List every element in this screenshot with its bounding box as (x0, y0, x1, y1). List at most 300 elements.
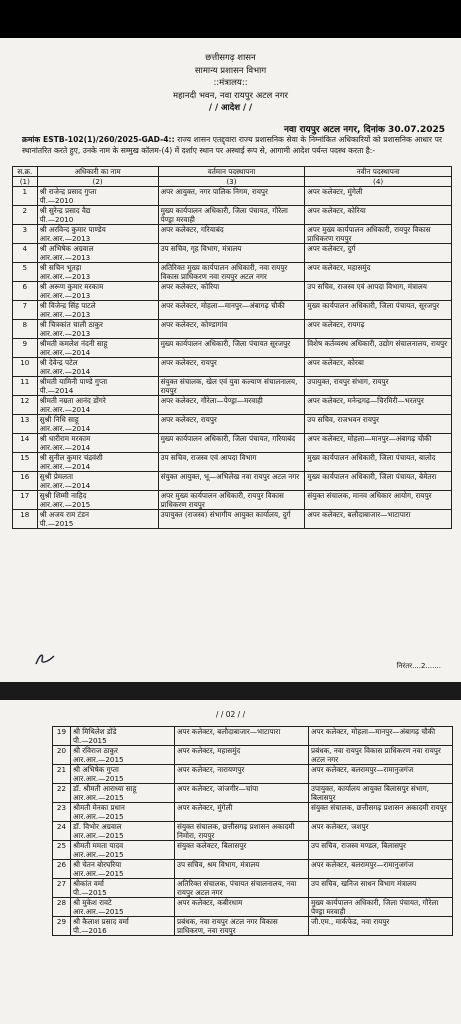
service-batch: पी.—2010 (39, 215, 74, 224)
serial-number: 24 (56, 822, 67, 831)
current-posting: अतिरिक्त संचालक, पंचायत संचालनालय, नवा रायपुर अटल नगर (177, 879, 297, 897)
cell-current-posting (175, 727, 309, 746)
serial-number: 26 (56, 860, 67, 869)
new-posting: संयुक्त संचालक, मानव अधिकार आयोग, रायपुर (307, 491, 432, 500)
serial-number: 25 (56, 841, 67, 850)
cell-officer (37, 206, 158, 225)
officer-name: श्रीमती यामिनी पाण्डे गुप्ता (39, 377, 108, 386)
cell-new-posting (305, 206, 452, 225)
serial-number: 10 (20, 358, 30, 367)
transfer-table-page1 (12, 166, 452, 529)
officer-name: श्रीमती कमलेश नंदनी साहू (39, 339, 108, 348)
service-batch: आर.आर.—2014 (39, 462, 91, 471)
cell-current-posting (175, 860, 309, 879)
cell-new-posting (309, 898, 453, 917)
cell-sno (13, 358, 38, 377)
cell-officer (37, 282, 158, 301)
cell-sno (13, 453, 38, 472)
order-date: नवा रायपुर अटल नगर, दिनांक 30.07.2025 (284, 125, 445, 135)
new-posting: अपर कलेक्टर, महासमुंद (307, 263, 371, 272)
new-posting: अपर कलेक्टर, मनेन्द्रगढ़—चिरमिरी—भरतपुर (307, 396, 424, 405)
table-row (13, 510, 452, 529)
cell-new-posting (309, 803, 453, 822)
current-posting: उप सचिव, राजस्व एवं आपदा विभाग (160, 453, 257, 462)
cell-officer (37, 472, 158, 491)
serial-number: 5 (22, 263, 28, 272)
new-posting: उप सचिव, राजस्व एवं आपदा विभाग, मंत्रालय (307, 282, 427, 291)
officer-name: श्री अजय राम टंडन (39, 510, 89, 519)
cell-sno (53, 917, 71, 936)
officer-name: श्री विजेन्द्र सिंह पाटले (39, 301, 96, 310)
new-posting: अपर कलेक्टर, बलौदाबाजार—भाटापारा (307, 510, 411, 519)
service-batch: आर.आर.—2013 (39, 329, 91, 338)
cell-sno (53, 898, 71, 917)
service-batch: आर.आर.—2013 (39, 234, 91, 243)
cell-new-posting (305, 491, 452, 510)
service-batch: पी.—2015 (73, 736, 107, 745)
officer-name: श्री अरविन्द कुमार पाण्डेय (39, 225, 106, 234)
cell-current-posting (175, 765, 309, 784)
new-posting: अपर मुख्य कार्यपालन अधिकारी, रायपुर विकास प्राधिकरण रायपुर (307, 225, 431, 243)
cell-new-posting (309, 879, 453, 898)
serial-number: 12 (20, 396, 30, 405)
serial-number: 16 (20, 472, 30, 481)
current-posting: उपायुक्त (राजस्व) संभागीय आयुक्त कार्यालय, दुर्ग (160, 510, 291, 519)
current-posting: अपर कलेक्टर, कबीरधाम (177, 898, 243, 907)
col-number-3: (3) (158, 177, 305, 187)
service-batch: पी.—2014 (39, 386, 74, 395)
serial-number: 3 (22, 225, 28, 234)
serial-number: 1 (22, 187, 28, 196)
new-posting: अपर कलेक्टर, रायगढ़ (307, 320, 365, 329)
officer-name: श्री रविराज ठाकुर (73, 746, 118, 755)
new-posting: उप सचिव, खनिज साधन विभाग मंत्रालय (311, 879, 417, 888)
officer-name: सुश्री प्रेमलता (39, 472, 73, 481)
cell-officer (71, 765, 175, 784)
cell-new-posting (309, 784, 453, 803)
officer-name: श्री अभिषेक गुप्ता (73, 765, 119, 774)
cell-current-posting (175, 841, 309, 860)
cell-current-posting (158, 472, 305, 491)
officer-name: श्री अरूण कुमार मरकाम (39, 282, 104, 291)
cell-sno (13, 339, 38, 358)
table-row (13, 244, 452, 263)
table-row (53, 822, 453, 841)
table-row (13, 472, 452, 491)
service-batch: पी.—2016 (73, 926, 107, 935)
new-posting: मुख्य कार्यपालन अधिकारी, जिला पंचायत, गौरेला पेण्ड्रा मरवाही (311, 898, 439, 916)
col-header-name: अधिकारी का नाम (37, 167, 158, 177)
current-posting: अपर कलेक्टर, रायपुर (160, 358, 217, 367)
cell-officer (37, 396, 158, 415)
cell-sno (13, 415, 38, 434)
cell-sno (53, 727, 71, 746)
officer-name: श्री चित्रकांत चाली ठाकुर (39, 320, 103, 329)
new-posting: अपर कलेक्टर, दुर्ग (307, 244, 356, 253)
govt-name: छत्तीसगढ़ शासन (205, 53, 256, 63)
officer-name: डॉ. श्रीमती आराध्या साहू (73, 784, 137, 793)
current-posting: मुख्य कार्यपालन अधिकारी, जिला पंचायत सूरजपुर (160, 339, 291, 348)
cell-current-posting (158, 225, 305, 244)
table-row (53, 879, 453, 898)
new-posting: अपर कलेक्टर, कोरिया (307, 206, 366, 215)
officer-name: डॉ. विभोर अग्रवाल (73, 822, 122, 831)
cell-officer (37, 377, 158, 396)
officer-name: श्री देवेन्द्र पटेल (39, 358, 78, 367)
service-batch: आर.आर.—2015 (73, 812, 124, 821)
cell-sno (13, 396, 38, 415)
cell-officer (37, 225, 158, 244)
document-page-1 (0, 38, 461, 682)
service-batch: आर.आर.—2013 (39, 310, 91, 319)
serial-number: 19 (56, 727, 67, 736)
cell-officer (71, 784, 175, 803)
serial-number: 27 (56, 879, 67, 888)
cell-sno (13, 491, 38, 510)
current-posting: अपर कलेक्टर, कोण्डागांव (160, 320, 228, 329)
new-posting: अपर कलेक्टर, जशपुर (311, 822, 369, 831)
new-posting: मुख्य कार्यपालन अधिकारी, जिला पंचायत, सूरजपुर (307, 301, 440, 310)
service-batch: आर.आर.—2014 (39, 481, 91, 490)
service-batch: आर.आर.—2014 (39, 367, 91, 376)
cell-sno (13, 187, 38, 206)
current-posting: अतिरिक्त मुख्य कार्यपालन अधिकारी, नवा रायपुर विकास प्राधिकरण नवा रायपुर अटल नगर (160, 263, 288, 281)
current-posting: उप सचिव, श्रम विभाग, मंत्रालय (177, 860, 260, 869)
service-batch: आर.आर.—2014 (39, 424, 91, 433)
table-row (13, 453, 452, 472)
cell-current-posting (158, 282, 305, 301)
service-batch: आर.आर.—2015 (73, 831, 124, 840)
cell-current-posting (175, 822, 309, 841)
serial-number: 17 (20, 491, 30, 500)
officer-name: सुश्री निधि साहू (39, 415, 79, 424)
cell-officer (37, 320, 158, 339)
new-posting: उपायुक्त, कार्यालय आयुक्त बिलासपुर संभाग, बिलासपुर (311, 784, 430, 802)
cell-officer (37, 510, 158, 529)
table-row (13, 301, 452, 320)
officer-name: श्री सुरेन्द्र प्रसाद वैद्य (39, 206, 91, 215)
status-bar (0, 0, 461, 38)
cell-officer (71, 803, 175, 822)
col-number-4: (4) (305, 177, 452, 187)
serial-number: 21 (56, 765, 67, 774)
current-posting: अपर कलेक्टर, मुंगेली (177, 803, 233, 812)
cell-sno (13, 320, 38, 339)
serial-number: 20 (56, 746, 67, 755)
service-batch: आर.आर.—2014 (39, 405, 91, 414)
cell-officer (71, 746, 175, 765)
cell-sno (13, 263, 38, 282)
new-posting: मुख्य कार्यपालन अधिकारी, जिला पंचायत, बालोद (307, 453, 436, 462)
cell-current-posting (175, 803, 309, 822)
table-row (13, 263, 452, 282)
cell-current-posting (158, 434, 305, 453)
order-text: राज्य शासन एतद्द्वारा राज्य प्रशासनिक सेवा के निम्नांकित अधिकारियों को प्रशासनिक आधार पर स्थानांतरित करते हुए, उनके नाम के सम्मुख कॉलम-(4) में दर्शाए स्थान पर अस्थाई रूप से, आगामी आदेश पर्यन्त पदस्थ करता है:- (22, 135, 442, 155)
serial-number: 6 (22, 282, 28, 291)
serial-number: 28 (56, 898, 67, 907)
table-row (13, 396, 452, 415)
service-batch: आर.आर.—2013 (39, 253, 91, 262)
cell-new-posting (305, 415, 452, 434)
cell-new-posting (305, 358, 452, 377)
cell-current-posting (158, 396, 305, 415)
cell-new-posting (305, 320, 452, 339)
cell-sno (53, 860, 71, 879)
current-posting: संयुक्त संचालक, खेल एवं युवा कल्याण संचालनालय, रायपुर (160, 377, 298, 395)
document-page-2 (0, 700, 461, 1024)
service-batch: आर.आर.—2015 (73, 774, 124, 783)
cell-officer (37, 301, 158, 320)
cell-new-posting (305, 225, 452, 244)
col-header-sno: स.क्र. (13, 167, 38, 177)
officer-name: श्रीमती नम्रता आनंद डोंगरे (39, 396, 106, 405)
cell-new-posting (309, 822, 453, 841)
cell-sno (53, 746, 71, 765)
cell-current-posting (158, 339, 305, 358)
serial-number: 15 (20, 453, 30, 462)
cell-sno (13, 282, 38, 301)
serial-number: 4 (22, 244, 28, 253)
table-row (53, 784, 453, 803)
current-posting: अपर कलेक्टर, मोहला—मानपुर—अंबागढ़ चौकी (160, 301, 285, 310)
serial-number: 9 (22, 339, 28, 348)
department-name: सामान्य प्रशासन विभाग (194, 65, 267, 76)
cell-sno (13, 301, 38, 320)
table-row (53, 898, 453, 917)
service-batch: आर.आर.—2015 (73, 907, 124, 916)
serial-number: 13 (20, 415, 30, 424)
cell-sno (13, 244, 38, 263)
current-posting: संयुक्त संचालक, छत्तीसगढ़ प्रशासन अकादमी निमोरा, रायपुर (177, 822, 295, 840)
officer-name: श्रीकांत वर्मा (73, 879, 104, 888)
current-posting: अपर कलेक्टर, नारायणपुर (177, 765, 245, 774)
cell-current-posting (158, 453, 305, 472)
cell-officer (71, 898, 175, 917)
cell-sno (13, 510, 38, 529)
address-line: महानदी भवन, नवा रायपुर अटल नगर (173, 90, 288, 101)
new-posting: मुख्य कार्यपालन अधिकारी, जिला पंचायत, बेमेतरा (307, 472, 437, 481)
col-number-2: (2) (37, 177, 158, 187)
cell-new-posting (309, 841, 453, 860)
service-batch: आर.आर.—2015 (73, 755, 124, 764)
current-posting: अपर कलेक्टर, रायपुर (160, 415, 217, 424)
current-posting: अपर मुख्य कार्यपालन अधिकारी, रायपुर विकास प्राधिकरण रायपुर (160, 491, 284, 509)
current-posting: अपर कलेक्टर, कोरिया (160, 282, 220, 291)
cell-officer (71, 822, 175, 841)
cell-new-posting (305, 472, 452, 491)
cell-current-posting (175, 898, 309, 917)
service-batch: पी.—2010 (39, 196, 74, 205)
table-row (53, 746, 453, 765)
letterhead (0, 52, 461, 115)
table-row (13, 187, 452, 206)
cell-new-posting (309, 727, 453, 746)
cell-new-posting (309, 746, 453, 765)
officer-name: श्री चेतन बोरघरिया (73, 860, 122, 869)
current-posting: मुख्य कार्यपालन अधिकारी, जिला पंचायत, गौरेला पेण्ड्रा मरवाही (160, 206, 288, 224)
cell-current-posting (175, 746, 309, 765)
col-number-1: (1) (13, 177, 38, 187)
cell-new-posting (305, 434, 452, 453)
officer-name: श्री मिथिलेश डोंडे (73, 727, 117, 736)
cell-sno (13, 472, 38, 491)
cell-current-posting (158, 187, 305, 206)
cell-current-posting (175, 917, 309, 936)
officer-name: श्री सुनील कुमार चंद्रवंशी (39, 453, 103, 462)
current-posting: अपर कलेक्टर, जांजगीर—चांपा (177, 784, 259, 793)
table-row (53, 765, 453, 784)
cell-sno (53, 879, 71, 898)
cell-current-posting (158, 491, 305, 510)
service-batch: आर.आर.—2013 (39, 272, 91, 281)
cell-new-posting (305, 339, 452, 358)
table-row (13, 358, 452, 377)
current-posting: प्रबंधक, नवा रायपुर अटल नगर विकास प्राधिकरण, नवा रायपुर (177, 917, 278, 935)
page-gap (0, 682, 461, 700)
current-posting: उप सचिव, गृह विभाग, मंत्रालय (160, 244, 242, 253)
continued-note: निरंतर....2....... (396, 662, 441, 670)
cell-sno (53, 841, 71, 860)
cell-new-posting (305, 282, 452, 301)
cell-officer (37, 491, 158, 510)
cell-current-posting (158, 377, 305, 396)
table-row (13, 206, 452, 225)
service-batch: आर.आर.—2013 (39, 291, 91, 300)
service-batch: पी.—2015 (73, 888, 107, 897)
current-posting: अपर कलेक्टर, महासमुंद (177, 746, 241, 755)
signature-mark (34, 650, 56, 668)
new-posting: अपर कलेक्टर, कोरबा (307, 358, 364, 367)
cell-new-posting (309, 860, 453, 879)
table-row (13, 320, 452, 339)
service-batch: आर.आर.—2014 (39, 443, 91, 452)
serial-number: 2 (22, 206, 28, 215)
col-header-current: वर्तमान पदस्थापना (158, 167, 305, 177)
serial-number: 29 (56, 917, 67, 926)
col-header-new: नवीन पदस्थापना (305, 167, 452, 177)
cell-sno (53, 803, 71, 822)
ministry-label: ::मंत्रालय:: (213, 78, 248, 88)
service-batch: आर.आर.—2015 (73, 793, 124, 802)
officer-name: श्री सचिन भूतड़ा (39, 263, 82, 272)
cell-sno (53, 765, 71, 784)
service-batch: आर.आर.—2015 (73, 869, 124, 878)
service-batch: पी.—2015 (39, 519, 74, 528)
cell-officer (71, 841, 175, 860)
cell-current-posting (158, 206, 305, 225)
order-number: क्रमांक ESTB-102(1)/260/2025-GAD-4:: (22, 135, 175, 144)
current-posting: संयुक्त कलेक्टर, बिलासपुर (177, 841, 247, 850)
serial-number: 14 (20, 434, 30, 443)
cell-new-posting (305, 453, 452, 472)
service-batch: आर.आर.—2015 (73, 850, 124, 859)
new-posting: जी.एम., मार्कफेड, नवा रायपुर (311, 917, 390, 926)
cell-current-posting (158, 263, 305, 282)
new-posting: उपायुक्त, रायपुर संभाग, रायपुर (307, 377, 389, 386)
cell-officer (37, 339, 158, 358)
table-row (13, 225, 452, 244)
serial-number: 11 (20, 377, 30, 386)
page-number: / / 02 / / (215, 710, 246, 719)
cell-officer (37, 263, 158, 282)
order-paragraph (22, 135, 442, 156)
serial-number: 7 (22, 301, 28, 310)
cell-new-posting (305, 377, 452, 396)
serial-number: 23 (56, 803, 67, 812)
cell-officer (71, 860, 175, 879)
cell-current-posting (158, 510, 305, 529)
table-row (53, 803, 453, 822)
cell-current-posting (158, 244, 305, 263)
table-row (13, 434, 452, 453)
cell-officer (37, 434, 158, 453)
new-posting: अपर कलेक्टर, मोहला—मानपुर—अंबागढ़ चौकी (311, 727, 436, 736)
cell-officer (71, 727, 175, 746)
cell-new-posting (305, 396, 452, 415)
officer-name: श्री अभिषेक अग्रवाल (39, 244, 94, 253)
new-posting: अपर कलेक्टर, मोहला—मानपुर—अंबागढ़ चौकी (307, 434, 432, 443)
officer-name: श्री राजेन्द्र प्रसाद गुप्ता (39, 187, 97, 196)
officer-name: श्री मुकेश रावटे (73, 898, 112, 907)
cell-officer (37, 415, 158, 434)
cell-sno (53, 822, 71, 841)
cell-officer (37, 358, 158, 377)
current-posting: संयुक्त आयुक्त, भू—अभिलेख नवा रायपुर अटल नगर (160, 472, 300, 481)
cell-sno (13, 206, 38, 225)
cell-officer (71, 917, 175, 936)
cell-new-posting (309, 765, 453, 784)
cell-sno (13, 225, 38, 244)
transfer-table-page2 (52, 726, 453, 936)
table-row (13, 491, 452, 510)
cell-new-posting (305, 187, 452, 206)
table-row (13, 415, 452, 434)
new-posting: उप सचिव, राजभवन रायपुर (307, 415, 379, 424)
table-row (53, 841, 453, 860)
table-row (53, 727, 453, 746)
table-row (13, 339, 452, 358)
service-batch: आर.आर.—2014 (39, 348, 91, 357)
cell-officer (37, 453, 158, 472)
serial-number: 8 (22, 320, 28, 329)
table-row (53, 860, 453, 879)
cell-new-posting (305, 244, 452, 263)
service-batch: आर.आर.—2015 (39, 500, 91, 509)
current-posting: अपर आयुक्त, नगर पालिक निगम, रायपुर (160, 187, 268, 196)
cell-officer (37, 244, 158, 263)
new-posting: अपर कलेक्टर, बलरामपुर—रामानुजगंज (311, 765, 414, 774)
cell-sno (13, 434, 38, 453)
current-posting: अपर कलेक्टर, गौरेला—पेण्ड्रा—मरवाही (160, 396, 263, 405)
new-posting: उप सचिव, राजस्व मण्डल, बिलासपुर (311, 841, 406, 850)
serial-number: 18 (20, 510, 30, 519)
order-heading: / / आदेश / / (208, 103, 253, 113)
table-row (13, 282, 452, 301)
cell-sno (53, 784, 71, 803)
table-colnum-row (13, 177, 452, 187)
cell-sno (13, 377, 38, 396)
current-posting: अपर कलेक्टर, गरियाबंद (160, 225, 224, 234)
table-row (53, 917, 453, 936)
officer-name: सुश्री शिम्मी नाहिद (39, 491, 87, 500)
new-posting: प्रबंधक, नवा रायपुर विकास प्राधिकरण नवा रायपुर अटल नगर (311, 746, 441, 764)
cell-current-posting (158, 301, 305, 320)
officer-name: श्री कैलाश प्रसाद वर्मा (73, 917, 129, 926)
cell-officer (71, 879, 175, 898)
serial-number: 22 (56, 784, 67, 793)
cell-new-posting (305, 510, 452, 529)
cell-current-posting (175, 784, 309, 803)
